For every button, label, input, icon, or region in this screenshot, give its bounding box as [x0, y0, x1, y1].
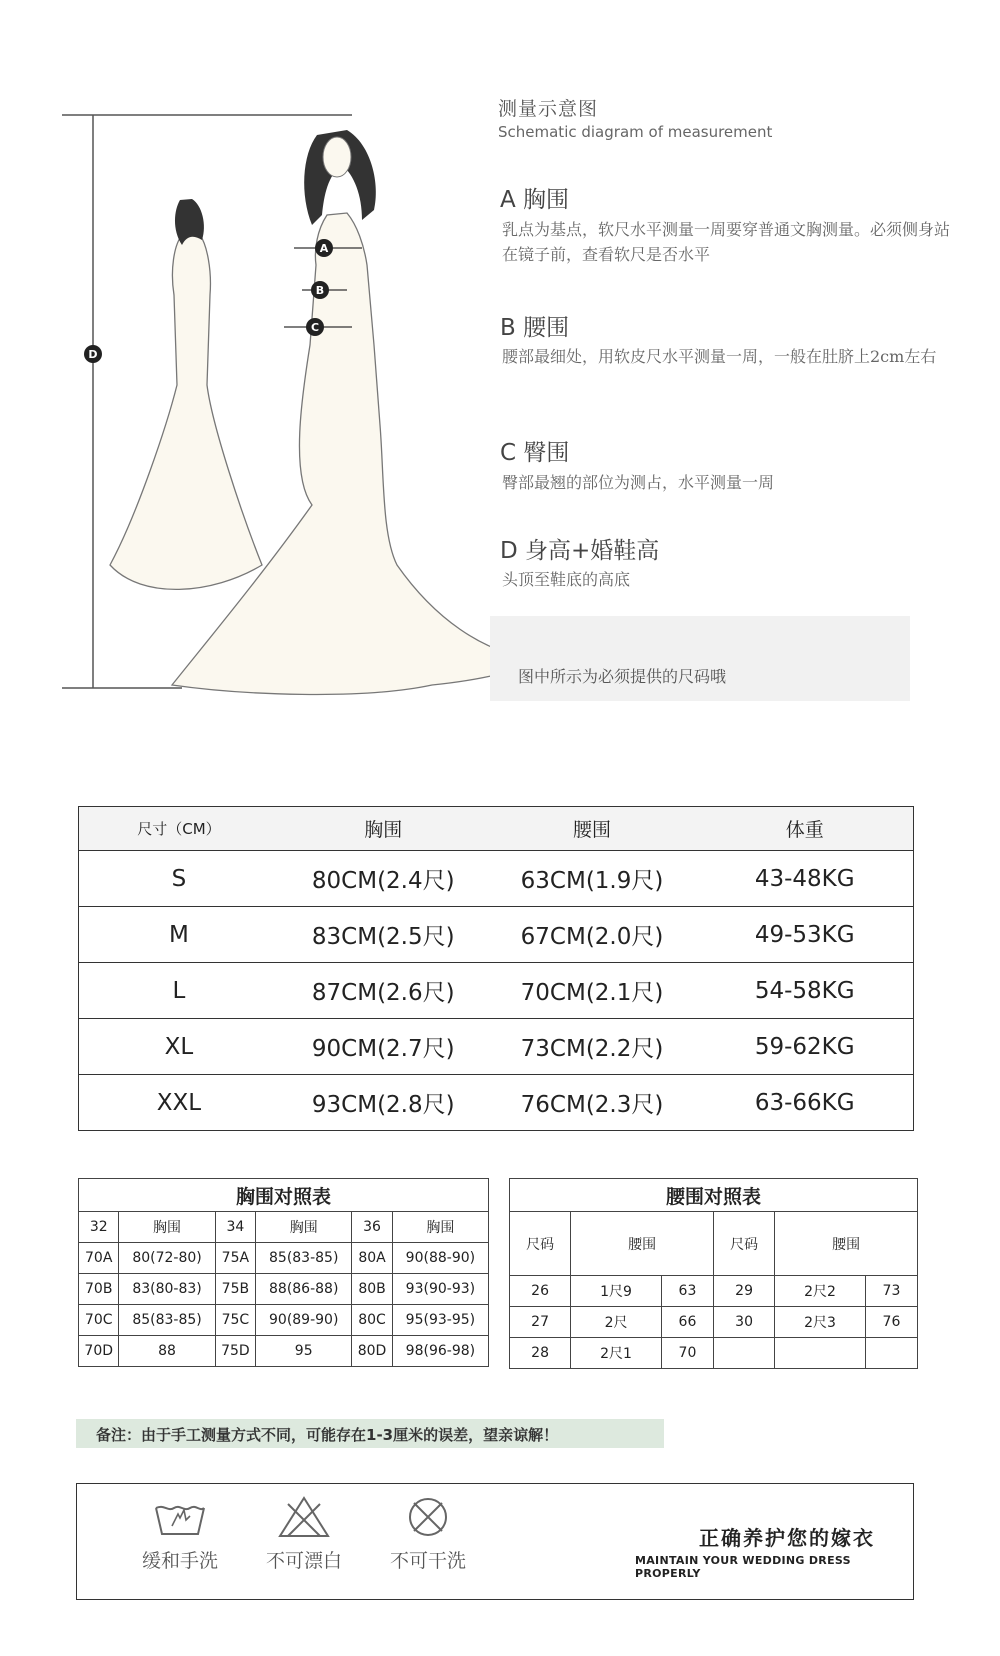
bust-cell: 80D — [352, 1336, 392, 1367]
care-instructions-box — [76, 1483, 914, 1600]
waist-header-cell: 尺码 — [510, 1212, 571, 1276]
required-size-note — [490, 616, 910, 701]
table-row — [510, 1338, 918, 1369]
bust-cell: 75D — [215, 1336, 255, 1367]
bust-cell: 90CM(2.7尺) — [279, 1019, 488, 1075]
bust-cell: 70B — [79, 1274, 119, 1305]
waist-cell: 28 — [510, 1338, 571, 1369]
bust-header-cell: 36 — [352, 1212, 392, 1243]
weight-cell: 49-53KG — [696, 907, 913, 963]
remark-text: 备注：由于手工测量方式不同，可能存在1-3厘米的误差，望亲谅解！ — [96, 1426, 559, 1444]
weight-cell: 63-66KG — [696, 1075, 913, 1131]
table-row — [510, 1276, 918, 1307]
waist-cell — [713, 1338, 774, 1369]
waist-cell: 67CM(2.0尺) — [488, 907, 697, 963]
table-row — [79, 963, 914, 1019]
size-cell: XXL — [79, 1075, 279, 1131]
bust-header-cell: 34 — [215, 1212, 255, 1243]
waist-cell: 27 — [510, 1307, 571, 1338]
no-dry-clean-icon — [400, 1494, 456, 1540]
table-row — [79, 1019, 914, 1075]
bust-cell: 80B — [352, 1274, 392, 1305]
table-row — [79, 1274, 489, 1305]
table-row — [79, 1305, 489, 1336]
size-cell: XL — [79, 1019, 279, 1075]
no-bleach-icon — [276, 1494, 332, 1540]
bust-header-cell: 胸围 — [119, 1212, 215, 1243]
bust-cell: 98(96-98) — [392, 1336, 488, 1367]
size-header-bust: 胸围 — [279, 807, 488, 851]
table-row — [79, 1075, 914, 1131]
bust-cell: 80C — [352, 1305, 392, 1336]
bust-cell: 85(83-85) — [256, 1243, 352, 1274]
bust-cell: 70C — [79, 1305, 119, 1336]
bust-cell: 93(90-93) — [392, 1274, 488, 1305]
bust-cell: 75B — [215, 1274, 255, 1305]
care-title: 正确养护您的嫁衣 — [699, 1526, 875, 1550]
care-item-hand-wash — [125, 1494, 235, 1573]
bust-header-cell: 胸围 — [392, 1212, 488, 1243]
bust-cell: 85(83-85) — [119, 1305, 215, 1336]
marker-a-label: A — [319, 242, 329, 255]
dress-illustration — [62, 95, 532, 735]
bust-cell: 75A — [215, 1243, 255, 1274]
size-table — [78, 806, 914, 1131]
waist-cell: 30 — [713, 1307, 774, 1338]
bust-cell: 95 — [256, 1336, 352, 1367]
waist-cell: 70CM(2.1尺) — [488, 963, 697, 1019]
waist-cell — [865, 1338, 917, 1369]
waist-description: 腰部最细处，用软皮尺水平测量一周，一般在肚脐上2cm左右 — [502, 347, 937, 366]
bust-cell: 83(80-83) — [119, 1274, 215, 1305]
waist-cell: 2尺1 — [571, 1338, 662, 1369]
bust-cell: 83CM(2.5尺) — [279, 907, 488, 963]
table-row — [79, 1212, 489, 1243]
waist-cell: 73CM(2.2尺) — [488, 1019, 697, 1075]
bust-cell: 90(88-90) — [392, 1243, 488, 1274]
bust-cell: 88(86-88) — [256, 1274, 352, 1305]
waist-cell: 66 — [661, 1307, 713, 1338]
marker-d-label: D — [88, 348, 98, 361]
waist-cell: 1尺9 — [571, 1276, 662, 1307]
bust-cell: 75C — [215, 1305, 255, 1336]
no-dry-clean-label: 不可干洗 — [389, 1550, 466, 1572]
table-row — [510, 1212, 918, 1276]
hip-description: 臀部最翘的部位为测占，水平测量一周 — [502, 473, 775, 492]
height-heading: D 身高+婚鞋高 — [500, 538, 660, 564]
bust-cell: 93CM(2.8尺) — [279, 1075, 488, 1131]
bust-header-cell: 胸围 — [256, 1212, 352, 1243]
bust-heading: A 胸围 — [500, 187, 570, 213]
waist-cell: 2尺 — [571, 1307, 662, 1338]
waist-cell: 29 — [713, 1276, 774, 1307]
size-header-weight: 体重 — [696, 807, 913, 851]
size-header-waist: 腰围 — [488, 807, 697, 851]
height-description: 头顶至鞋底的高底 — [502, 570, 631, 589]
waist-cell: 70 — [661, 1338, 713, 1369]
weight-cell: 43-48KG — [696, 851, 913, 907]
size-header-size: 尺寸（CM） — [79, 807, 279, 851]
table-row — [79, 1336, 489, 1367]
bust-cell: 80A — [352, 1243, 392, 1274]
bust-reference-table — [78, 1178, 489, 1367]
waist-cell: 63 — [661, 1276, 713, 1307]
waist-header-cell: 腰围 — [571, 1212, 714, 1276]
no-bleach-label: 不可漂白 — [265, 1550, 342, 1572]
table-row — [79, 1243, 489, 1274]
care-subtitle: MAINTAIN YOUR WEDDING DRESS PROPERLY — [635, 1554, 851, 1580]
bust-header-cell: 32 — [79, 1212, 119, 1243]
bust-cell: 90(89-90) — [256, 1305, 352, 1336]
waist-heading: B 腰围 — [500, 315, 570, 341]
hand-wash-icon — [152, 1494, 208, 1540]
remark-banner — [76, 1419, 664, 1448]
waist-cell: 63CM(1.9尺) — [488, 851, 697, 907]
care-item-no-bleach — [249, 1494, 359, 1573]
waist-cell: 2尺3 — [775, 1307, 866, 1338]
bust-cell: 80CM(2.4尺) — [279, 851, 488, 907]
bust-cell: 95(93-95) — [392, 1305, 488, 1336]
table-row — [79, 907, 914, 963]
waist-table-caption: 腰围对照表 — [510, 1179, 918, 1212]
bust-cell: 70D — [79, 1336, 119, 1367]
bust-cell: 88 — [119, 1336, 215, 1367]
waist-header-cell: 尺码 — [713, 1212, 774, 1276]
bust-cell: 87CM(2.6尺) — [279, 963, 488, 1019]
weight-cell: 54-58KG — [696, 963, 913, 1019]
front-view-face — [323, 137, 351, 177]
back-view-dress — [110, 235, 262, 589]
front-view-dress — [172, 213, 532, 694]
hip-heading: C 臀围 — [500, 440, 570, 466]
marker-b-label: B — [315, 284, 325, 297]
marker-c-label: C — [310, 321, 320, 334]
measurement-title: 测量示意图 — [498, 98, 599, 120]
waist-cell: 76 — [865, 1307, 917, 1338]
table-row — [510, 1307, 918, 1338]
hand-wash-label: 缓和手洗 — [141, 1550, 218, 1572]
waist-cell: 2尺2 — [775, 1276, 866, 1307]
size-cell: M — [79, 907, 279, 963]
size-table-header — [79, 807, 914, 851]
waist-cell — [775, 1338, 866, 1369]
size-cell: S — [79, 851, 279, 907]
care-item-no-dry-clean — [373, 1494, 483, 1573]
bust-table-caption: 胸围对照表 — [79, 1179, 489, 1212]
waist-reference-table — [509, 1178, 918, 1369]
bust-cell: 70A — [79, 1243, 119, 1274]
weight-cell: 59-62KG — [696, 1019, 913, 1075]
waist-cell: 26 — [510, 1276, 571, 1307]
required-size-note-text: 图中所示为必须提供的尺码哦 — [518, 667, 727, 686]
measurement-subtitle: Schematic diagram of measurement — [498, 123, 773, 141]
waist-cell: 73 — [865, 1276, 917, 1307]
size-cell: L — [79, 963, 279, 1019]
bust-cell: 80(72-80) — [119, 1243, 215, 1274]
waist-header-cell: 腰围 — [775, 1212, 918, 1276]
bust-description: 乳点为基点，软尺水平测量一周要穿普通文胸测量。必须侧身站在镜子前，查看软尺是否水平 — [502, 220, 951, 264]
table-row — [79, 851, 914, 907]
waist-cell: 76CM(2.3尺) — [488, 1075, 697, 1131]
